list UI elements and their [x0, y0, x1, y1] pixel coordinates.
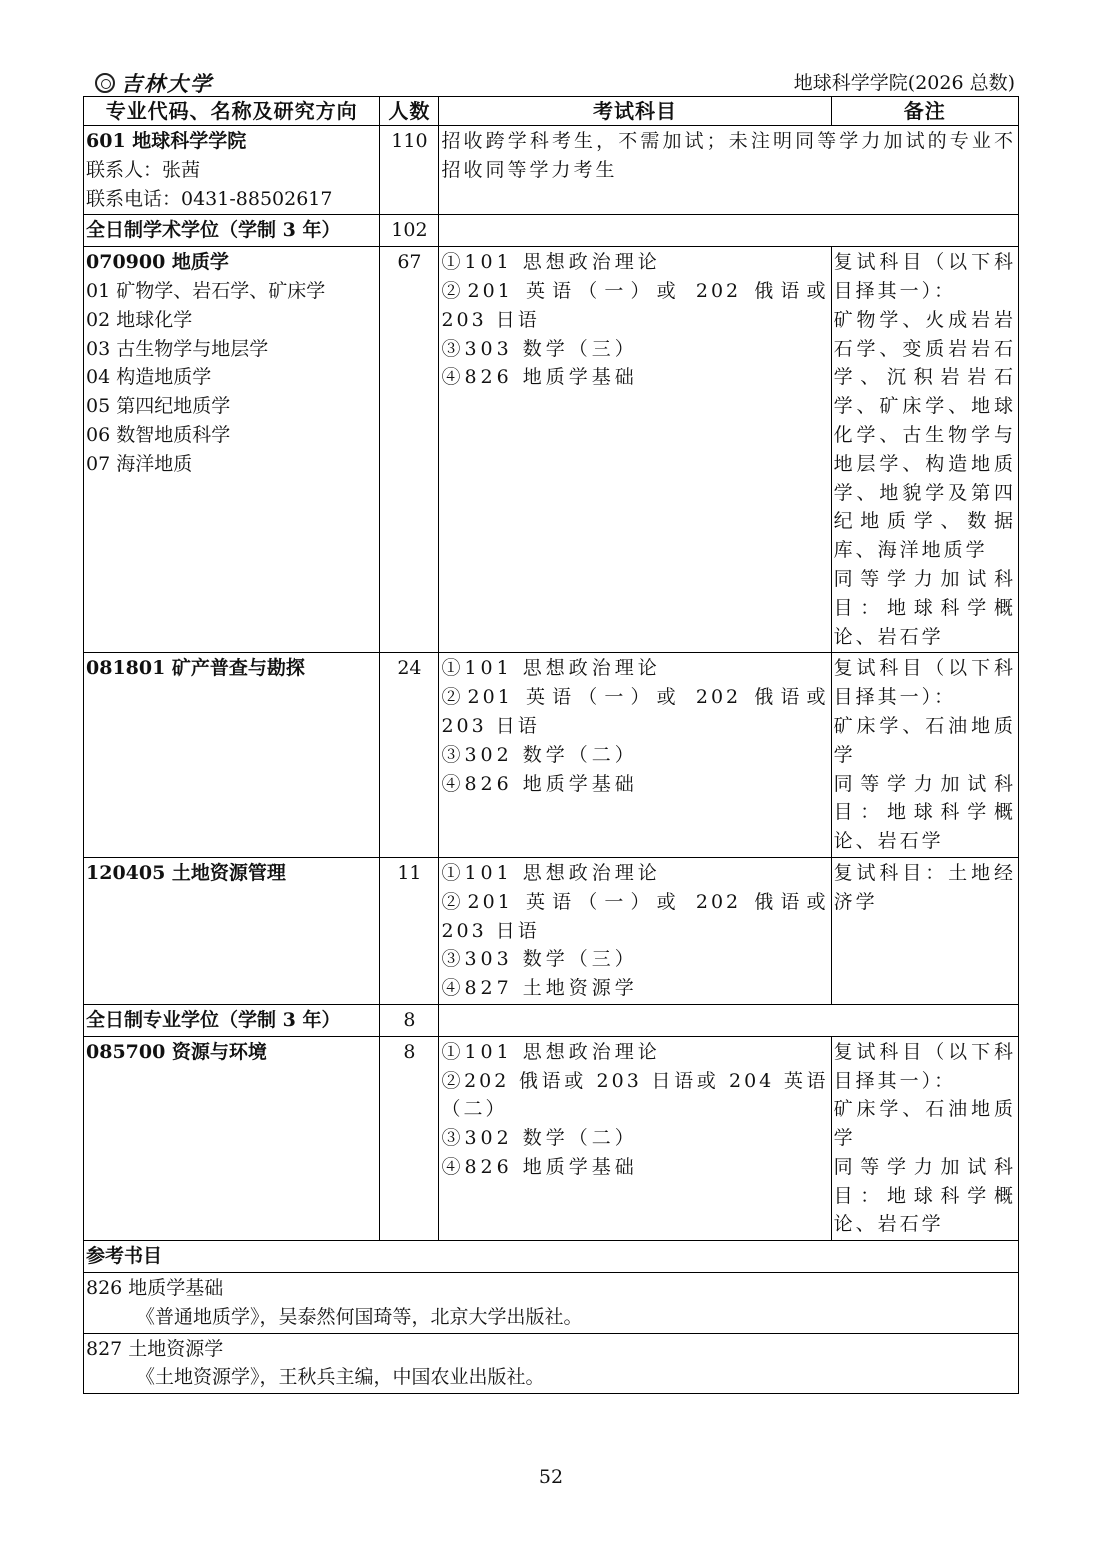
- program-exams: [439, 247, 831, 653]
- program-title: 085700 资源与环境: [86, 1040, 267, 1063]
- program-info: [84, 653, 380, 858]
- dept-note-text: 招收跨学科考生，不需加试；未注明同等学力加试的专业不招收同等学力考生: [441, 130, 1016, 181]
- program-info: [84, 1036, 380, 1241]
- exam-item: ④827 土地资源学: [441, 977, 638, 1000]
- note-item: 同等学力加试科目：地球科学概论、岩石学: [833, 567, 1016, 648]
- col-header-count: 人数: [380, 97, 439, 126]
- direction-item: 07 海洋地质: [86, 452, 193, 475]
- exam-item: ②201 英语（一）或 202 俄语或 203 日语: [441, 279, 829, 331]
- note-item: 矿床学、石油地质学: [833, 1098, 1016, 1150]
- professional-degree-row: [84, 1004, 1019, 1036]
- direction-item: 06 数智地质科学: [86, 423, 231, 446]
- exam-item: ③302 数学（二）: [441, 743, 638, 766]
- dept-info: [84, 126, 380, 215]
- references-title-row: [84, 1241, 1019, 1273]
- note-item: 同等学力加试科目：地球科学概论、岩石学: [833, 1155, 1016, 1236]
- reference-code: 827 土地资源学: [86, 1337, 224, 1360]
- academic-degree-label: 全日制学术学位（学制 3 年）: [84, 215, 380, 247]
- program-exams: [439, 1036, 831, 1241]
- page-number: 52: [538, 1466, 564, 1488]
- program-count: 11: [380, 857, 439, 1004]
- note-item: 矿床学、石油地质学: [833, 714, 1016, 766]
- exam-item: ④826 地质学基础: [441, 772, 638, 795]
- program-count: 67: [380, 247, 439, 653]
- note-item: 复试科目（以下科目择其一）：: [833, 1040, 1016, 1092]
- academic-degree-row: [84, 215, 1019, 247]
- program-row: [84, 1036, 1019, 1241]
- note-item: 矿物学、火成岩岩石学、变质岩岩石学、沉积岩岩石学、矿床学、地球化学、古生物学与地层学、构造地质学、地貌学及第四纪地质学、数据库、海洋地质学: [833, 308, 1016, 562]
- page-header: [83, 66, 1019, 96]
- program-title: 070900 地质学: [86, 251, 229, 274]
- direction-item: 01 矿物学、岩石学、矿床学: [86, 279, 326, 302]
- direction-item: 05 第四纪地质学: [86, 395, 231, 418]
- table-header-row: [84, 97, 1019, 126]
- exam-item: ④826 地质学基础: [441, 366, 638, 389]
- dept-note: [439, 126, 1019, 215]
- note-item: 复试科目：土地经济学: [833, 861, 1016, 913]
- reference-code: 826 地质学基础: [86, 1277, 224, 1300]
- professional-degree-label: 全日制专业学位（学制 3 年）: [84, 1004, 380, 1036]
- admission-table: [83, 96, 1019, 1394]
- note-item: 同等学力加试科目：地球科学概论、岩石学: [833, 772, 1016, 853]
- university-logo: [95, 68, 213, 98]
- professional-degree-count: 8: [380, 1004, 439, 1036]
- exam-item: ①101 思想政治理论: [441, 861, 661, 884]
- col-header-notes: 备注: [831, 97, 1018, 126]
- program-title: 081801 矿产普查与勘探: [86, 657, 305, 680]
- dept-name: 601 地球科学学院: [86, 130, 247, 152]
- exam-item: ③303 数学（三）: [441, 337, 638, 360]
- direction-item: 04 构造地质学: [86, 366, 212, 389]
- program-row: [84, 653, 1019, 858]
- exam-item: ①101 思想政治理论: [441, 1040, 661, 1063]
- program-row: [84, 247, 1019, 653]
- exam-item: ④826 地质学基础: [441, 1155, 638, 1178]
- program-notes: [831, 247, 1018, 653]
- program-info: [84, 857, 380, 1004]
- reference-book: 《土地资源学》，王秋兵主编，中国农业出版社。: [136, 1366, 545, 1389]
- program-notes: [831, 653, 1018, 858]
- program-exams: [439, 857, 831, 1004]
- program-row: [84, 857, 1019, 1004]
- dept-contact: 联系人：张茜: [86, 158, 201, 181]
- reference-row: [84, 1273, 1019, 1334]
- exam-item: ①101 思想政治理论: [441, 251, 661, 274]
- note-item: 复试科目（以下科目择其一）：: [833, 251, 1016, 302]
- reference-item: [84, 1273, 1019, 1334]
- col-header-exams: 考试科目: [439, 97, 831, 126]
- program-info: [84, 247, 380, 653]
- program-title: 120405 土地资源管理: [86, 861, 286, 884]
- document-title: 地球科学学院(2026 总数): [793, 72, 1015, 94]
- academic-degree-count: 102: [380, 215, 439, 247]
- exam-item: ①101 思想政治理论: [441, 657, 661, 680]
- program-count: 24: [380, 653, 439, 858]
- exam-item: ③302 数学（二）: [441, 1127, 638, 1150]
- dept-count: 110: [380, 126, 439, 215]
- program-notes: [831, 857, 1018, 1004]
- university-name: 吉林大学: [121, 71, 213, 96]
- exam-item: ②201 英语（一）或 202 俄语或 203 日语: [441, 686, 829, 737]
- program-notes: [831, 1036, 1018, 1241]
- reference-book: 《普通地质学》，吴泰然何国琦等，北京大学出版社。: [136, 1305, 583, 1328]
- exam-item: ③303 数学（三）: [441, 948, 638, 971]
- reference-row: [84, 1333, 1019, 1394]
- reference-item: [84, 1333, 1019, 1394]
- university-seal-icon: [95, 73, 115, 93]
- dept-phone: 联系电话：0431-88502617: [86, 187, 333, 210]
- exam-item: ②201 英语（一）或 202 俄语或 203 日语: [441, 890, 829, 942]
- program-count: 8: [380, 1036, 439, 1241]
- program-exams: [439, 653, 831, 858]
- note-item: 复试科目（以下科目择其一）：: [833, 657, 1016, 709]
- references-title: 参考书目: [84, 1241, 1019, 1273]
- col-header-major: 专业代码、名称及研究方向: [84, 97, 380, 126]
- dept-row: [84, 126, 1019, 215]
- direction-item: 03 古生物学与地层学: [86, 337, 269, 360]
- exam-item: ②202 俄语或 203 日语或 204 英语（二）: [441, 1069, 829, 1121]
- direction-item: 02 地球化学: [86, 308, 193, 331]
